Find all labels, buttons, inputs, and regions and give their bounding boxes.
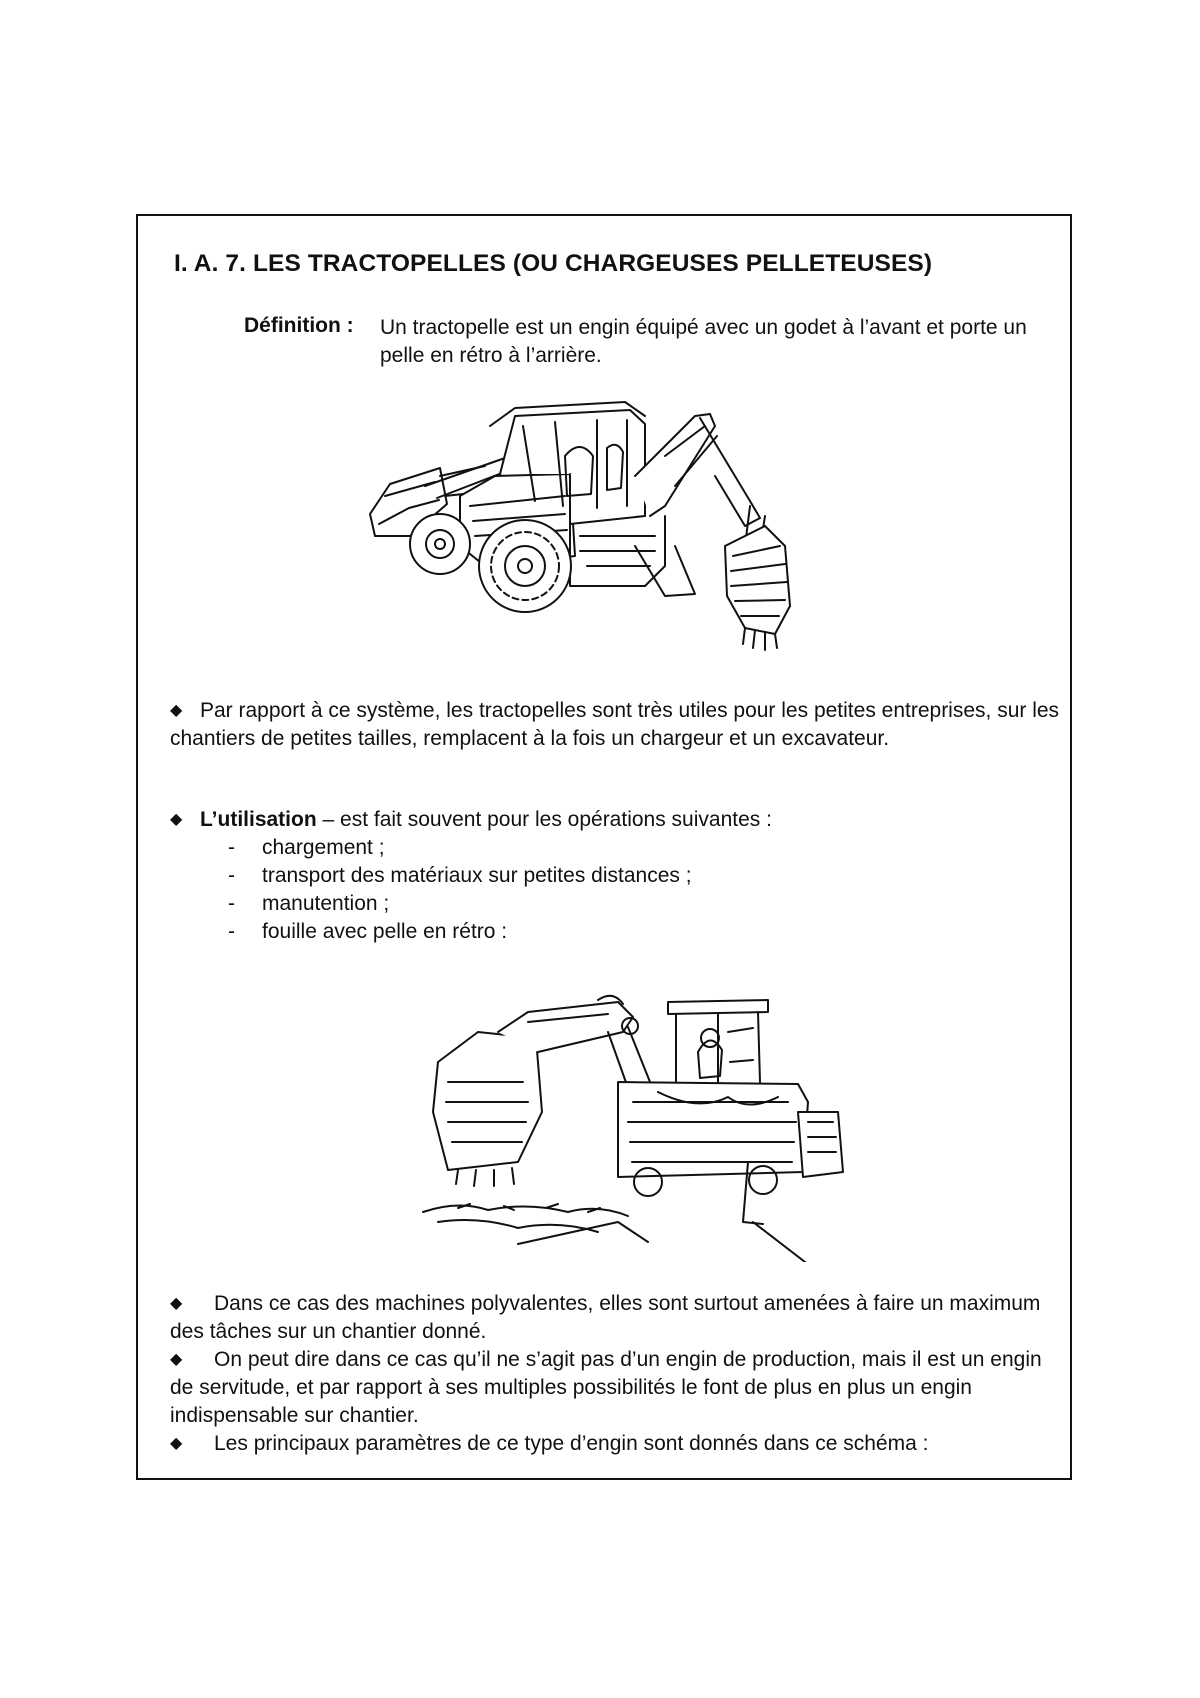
backhoe-digging-illustration <box>418 972 888 1262</box>
backhoe-loader-illustration <box>365 396 835 666</box>
diamond-bullet-icon: ◆ <box>170 1351 183 1368</box>
paragraph-2-text: Dans ce cas des machines polyvalentes, elles sont surtout amenées à faire un maximum des tâches sur un chantier donné. <box>170 1292 1041 1343</box>
paragraph-3-text: On peut dire dans ce cas qu’il ne s’agit pas d’un engin de production, mais il est un engin de servitude, et par rapport à ses multiples possibilités le font de plus en plus un engin indispensable sur chantier. <box>170 1348 1042 1427</box>
paragraph-2 <box>170 1290 1070 1346</box>
paragraph-4 <box>170 1430 1070 1458</box>
usage-item-text: fouille avec pelle en rétro : <box>262 920 508 943</box>
usage-text: – est fait souvent pour les opérations suivantes : <box>322 808 772 831</box>
definition-text: Un tractopelle est un engin équipé avec un godet à l’avant et porte un pelle en rétro à l’arrière. <box>380 316 1027 367</box>
paragraph-1-text: Par rapport à ce système, les tractopelles sont très utiles pour les petites entreprises, sur les chantiers de petites tailles, remplacent à la fois un chargeur et un excavateur. <box>170 699 1060 750</box>
usage-heading <box>170 806 1070 834</box>
definition-label: Définition : <box>244 314 354 337</box>
usage-item <box>228 918 507 946</box>
usage-item-text: manutention ; <box>262 892 390 915</box>
dash-marker: - <box>228 836 235 859</box>
diamond-bullet-icon: ◆ <box>170 702 183 719</box>
usage-item <box>228 862 692 890</box>
paragraph-1 <box>170 697 1070 753</box>
usage-item-text: chargement ; <box>262 836 385 859</box>
diamond-bullet-icon: ◆ <box>170 1295 183 1312</box>
usage-item-text: transport des matériaux sur petites distances ; <box>262 864 692 887</box>
dash-marker: - <box>228 892 235 915</box>
paragraph-4-text: Les principaux paramètres de ce type d’engin sont donnés dans ce schéma : <box>214 1432 929 1455</box>
dash-marker: - <box>228 920 235 943</box>
dash-marker: - <box>228 864 235 887</box>
diamond-bullet-icon: ◆ <box>170 1435 183 1452</box>
usage-item <box>228 834 385 862</box>
usage-item <box>228 890 389 918</box>
section-title: I. A. 7. LES TRACTOPELLES (OU CHARGEUSES PELLETEUSES) <box>174 250 933 277</box>
paragraph-3 <box>170 1346 1070 1430</box>
diamond-bullet-icon: ◆ <box>170 811 183 828</box>
usage-label: L’utilisation <box>200 808 317 831</box>
